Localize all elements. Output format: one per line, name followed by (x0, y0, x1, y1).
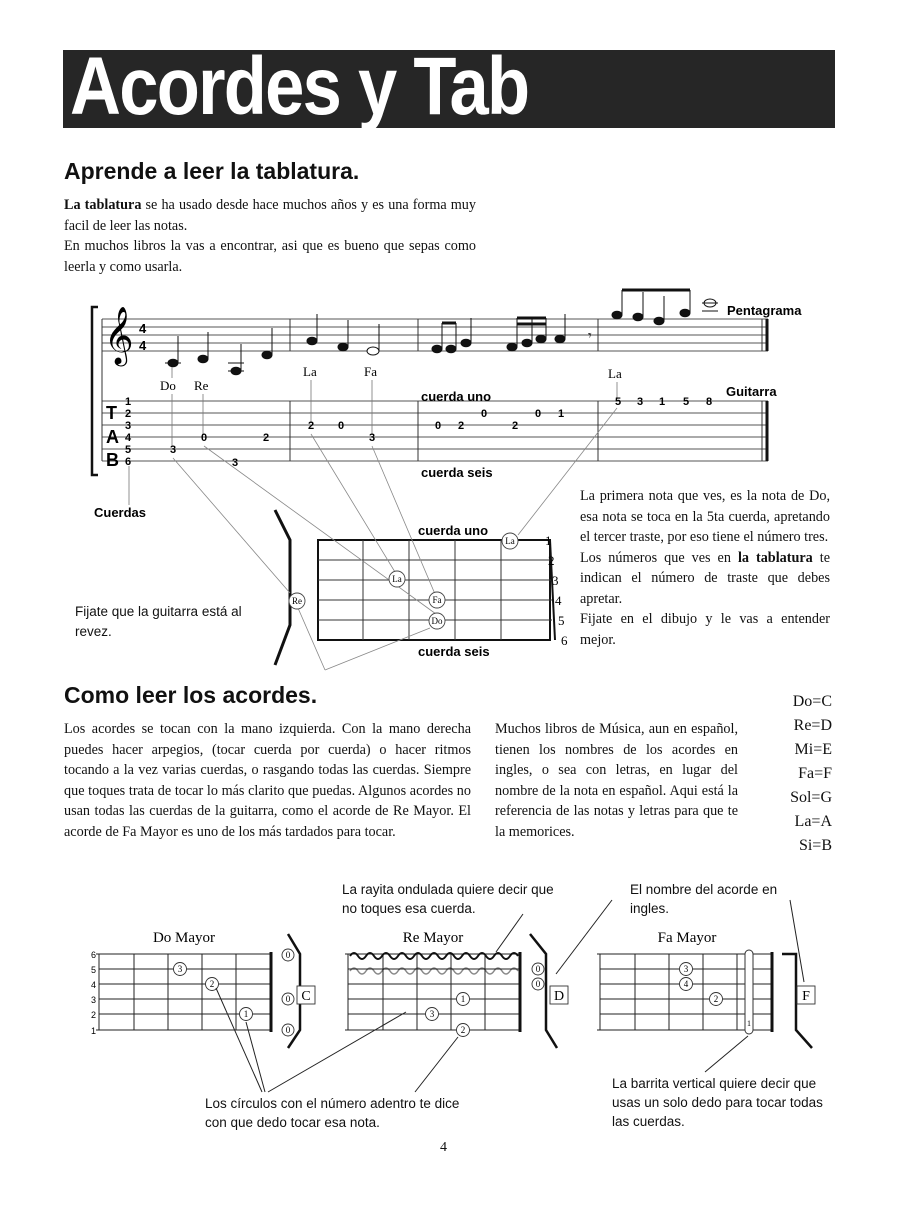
explanation-p1: La primera nota que ves, es la nota de Do, esa nota se toca en la 5ta cuerda, apretando el tercer traste, por eso tiene el número tres. (580, 488, 830, 545)
tab-number: 0 (534, 408, 542, 420)
acordes-left-paragraph: Los acordes se tocan con la mano izquierda. Con la mano derecha puedes hacer arpegios, (tocar cuerda por cuerda) o hacer ritmos tocando a la vez varias cuerdas, o rasgando todas las cuerdas. Siempre que toques trata de tocar lo más clarito que puedas. Algunos acordes no usan todas las cuerdas de la guitarra, como el acorde de Re Mayor. El acorde de Fa Mayor es uno de los más tardados para tocar. (64, 721, 471, 840)
note-label-do: Do (160, 378, 176, 393)
tab-number: 0 (480, 408, 488, 420)
explanation-paragraph (580, 486, 830, 650)
tab-number: 2 (511, 420, 519, 432)
chord-string-number: 3 (90, 995, 96, 1005)
callout-finger-circles: Los círculos con el número adentro te dice con que dedo tocar esa nota. (205, 1096, 460, 1130)
tab-string-1: 1 (125, 396, 132, 408)
label-cuerda-uno: cuerda uno (421, 389, 492, 404)
label-cuerdas: Cuerdas (94, 505, 147, 520)
chord-name-fa: Fa Mayor (657, 930, 717, 946)
tab-string-4: 4 (125, 432, 132, 444)
chord-name-re: Re Mayor (402, 930, 464, 946)
chord-letter-d: D (553, 989, 565, 1004)
open-string-mark: 0 (285, 994, 291, 1004)
fret-circle-la-2: La (392, 574, 402, 584)
chord-string-number: 2 (90, 1010, 96, 1020)
tab-number: 3 (368, 432, 376, 444)
tab-string-6: 6 (125, 456, 132, 468)
section-heading-acordes: Como leer los acordes. (64, 682, 318, 708)
finger-2: 2 (713, 994, 719, 1004)
open-string-mark: 0 (535, 964, 541, 974)
chord-string-number: 6 (90, 950, 96, 960)
finger-1: 1 (747, 1019, 751, 1028)
fretboard-string-2: 2 (548, 553, 555, 568)
treble-clef-icon: 𝄞 (104, 307, 134, 363)
note-letter-item: Do=C (792, 693, 832, 710)
tab-number: 3 (636, 396, 644, 408)
note-letter-item: Mi=E (794, 741, 832, 758)
callout-chord-name: El nombre del acorde en ingles. (630, 882, 778, 916)
tab-letter-t: T (106, 403, 117, 423)
fret-circle-do: Do (431, 616, 443, 626)
note-letter-item: Re=D (793, 717, 832, 734)
note-label-la-2: La (608, 366, 622, 381)
open-string-mark: 0 (285, 1025, 291, 1035)
tab-number: 2 (307, 420, 315, 432)
time-signature-top: 4 (139, 321, 147, 336)
finger-3: 3 (177, 964, 183, 974)
intro-bold-term: La tablatura (64, 197, 142, 213)
note-label-la: La (303, 364, 317, 379)
tab-number: 0 (200, 432, 208, 444)
explanation-p2-bold: la tablatura (737, 549, 813, 566)
rest-icon: 𝄾 (588, 327, 592, 343)
chord-do-mayor (91, 930, 315, 1048)
fret-circle-re: Re (292, 596, 302, 606)
acordes-right-paragraph: Muchos libros de Música, aun en español, tienen los nombres de los acordes en ingles, o sea con letras, en lugar del nombre de la nota en español. Aqui está la referencia de las notas y letras para que te la memorices. (495, 721, 738, 840)
chord-string-number: 5 (90, 965, 96, 975)
tab-number: 5 (682, 396, 690, 408)
finger-2: 2 (209, 979, 215, 989)
callout-wavy-line: La rayita ondulada quiere decir que no toques esa cuerda. (342, 882, 554, 916)
finger-1: 1 (243, 1009, 249, 1019)
fretboard-cuerda-seis: cuerda seis (418, 644, 490, 659)
intro-text-2: En muchos libros la vas a encontrar, asi que es bueno que sepas como leerla y como usarla. (64, 238, 476, 275)
chord-string-number: 4 (90, 980, 96, 990)
fretboard-string-6: 6 (561, 633, 568, 648)
fretboard-string-5: 5 (558, 613, 565, 628)
tab-number: 1 (658, 396, 666, 408)
finger-1: 1 (460, 994, 466, 1004)
open-string-mark: 0 (535, 979, 541, 989)
tab-number: 5 (614, 396, 622, 408)
note-letter-item: Fa=F (798, 765, 832, 782)
chord-name-do: Do Mayor (152, 930, 216, 946)
note-letter-item: Sol=G (790, 789, 832, 806)
section-heading-tablatura: Aprende a leer la tablatura. (64, 158, 360, 184)
time-signature-bottom: 4 (139, 338, 147, 353)
tab-string-3: 3 (125, 420, 132, 432)
tab-number: 8 (705, 396, 713, 408)
finger-3: 3 (429, 1009, 435, 1019)
label-guitarra: Guitarra (726, 384, 777, 399)
fretboard-string-4: 4 (555, 593, 562, 608)
page-title: Acordes y Tab (70, 41, 529, 132)
tab-number: 0 (337, 420, 345, 432)
chord-letter-c: C (301, 989, 311, 1004)
fretboard-string-1: 1 (545, 533, 552, 548)
open-string-mark: 0 (285, 950, 291, 960)
chord-re-mayor (345, 930, 568, 1048)
label-pentagrama: Pentagrama (727, 303, 802, 318)
finger-3: 3 (683, 964, 689, 974)
tab-number: 3 (231, 457, 239, 469)
intro-text: se ha usado desde hace muchos años y es una forma muy facil de leer las notas. (64, 197, 476, 234)
note-letter-item: Si=B (798, 837, 832, 854)
tab-number: 2 (262, 432, 270, 444)
tab-number: 0 (434, 420, 442, 432)
chord-fa-mayor (597, 930, 815, 1048)
tab-string-5: 5 (125, 444, 132, 456)
tab-letter-b: B (106, 450, 119, 470)
finger-4: 4 (683, 979, 689, 989)
explanation-p2-a: Los números que ves en (580, 549, 738, 566)
note-letter-reference (762, 690, 832, 858)
tab-number: 1 (557, 408, 565, 420)
label-cuerda-seis: cuerda seis (421, 465, 493, 480)
chord-string-number: 1 (90, 1026, 96, 1036)
chord-letter-f: F (802, 989, 810, 1004)
note-letter-item: La=A (794, 813, 832, 830)
tab-letter-a: A (106, 427, 119, 447)
callout-barre: La barrita vertical quiere decir que usas un solo dedo para tocar todas las cuerdas. (612, 1076, 823, 1129)
tab-number: 3 (169, 444, 177, 456)
tab-number: 2 (457, 420, 465, 432)
note-label-fa: Fa (364, 364, 377, 379)
fret-circle-fa: Fa (432, 595, 442, 605)
chord-diagrams (0, 860, 900, 1130)
fret-circle-la: La (505, 536, 515, 546)
explanation-p2-b: te indican el número de traste que debes apretar. (580, 549, 830, 607)
note-guitar-reversed: Fijate que la guitarra está al revez. (75, 604, 242, 639)
note-label-re: Re (194, 378, 209, 393)
tab-string-2: 2 (125, 408, 132, 420)
fretboard-cuerda-uno: cuerda uno (418, 523, 489, 538)
fretboard-string-3: 3 (552, 573, 559, 588)
page-number: 4 (440, 1140, 447, 1155)
finger-2: 2 (460, 1025, 466, 1035)
explanation-p3: Fijate en el dibujo y le vas a entender mejor. (580, 611, 830, 648)
